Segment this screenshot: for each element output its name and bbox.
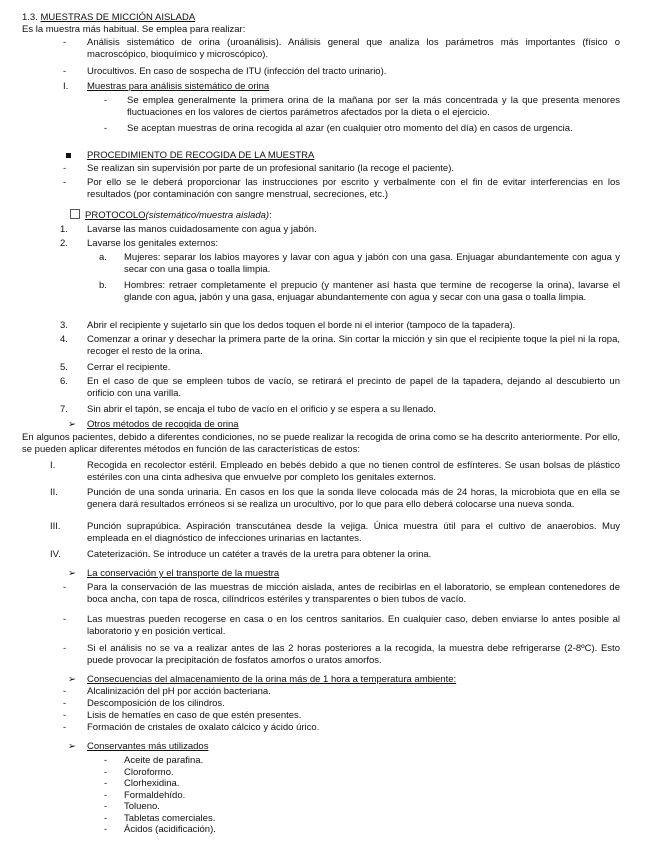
preservatives-heading: Conservantes más utilizados	[87, 741, 209, 752]
protocol-step-3: Abrir el recipiente y sujetarlo sin que los dedos toquen el borde ni el interior (tampoco de la tapadera).	[87, 320, 516, 331]
transport-item-3: Si el análisis no se va a realizar antes de las 2 horas posteriores a la recogida, la muestra debe refrigerarse (2-8ºC). Esto puede provocar la precipitación de fosfatos amorfos o uratos amorfos.	[87, 643, 620, 666]
bullet-dash: -	[63, 614, 67, 625]
protocol-heading: PROTOCOLO	[85, 210, 146, 221]
other-method-4: Cateterización. Se introduce un catéter a través de la uretra para obtener la orina.	[87, 549, 432, 560]
bullet-dash: -	[104, 812, 108, 824]
protocol-step-2: Lavarse los genitales externos:	[87, 238, 218, 249]
roman-number: III.	[50, 521, 61, 532]
preservative-item-5: Tolueno.	[124, 801, 160, 812]
section-intro: Es la muestra más habitual. Se emplea para realizar:	[22, 24, 246, 35]
protocol-heading-row	[70, 209, 620, 222]
transport-item-2: Las muestras pueden recogerse en casa o en los centros sanitarios. En cualquier caso, deben enviarse lo antes posible al laboratorio y en posición vertical.	[87, 614, 620, 637]
preservative-item-2: Cloroformo.	[124, 766, 174, 778]
section-number: 1.3.	[22, 12, 38, 23]
bullet-dash: -	[63, 582, 67, 593]
procedure-item-1: Se realizan sin supervisión por parte de un profesional sanitario (la recoge el paciente).	[87, 163, 455, 174]
bullet-dash: -	[63, 698, 67, 709]
use-item-2: Urocultivos. En caso de sospecha de ITU (infección del tracto urinario).	[87, 66, 387, 77]
bullet-dash: -	[63, 710, 67, 721]
protocol-step-4: Comenzar a orinar y desechar la primera parte de la orina. Sin cortar la micción y sin que el recipiente toque la piel ni la ropa, recoger el resto de la orina.	[87, 334, 620, 357]
consequence-item-4: Formación de cristales de oxalato cálcico y ácido úrico.	[87, 722, 320, 733]
other-methods-intro: En algunos pacientes, debido a diferentes condiciones, no se puede realizar la recogida de orina como se ha descrito anteriormente. Por ello, se pueden aplicar diferentes métodos en función de las características de estos:	[22, 432, 620, 455]
protocol-colon: :	[269, 210, 272, 221]
bullet-dash: -	[104, 789, 108, 801]
preservative-item-6: Tabletas comerciales.	[124, 812, 216, 824]
bullet-dash: -	[104, 766, 108, 778]
use-item-1: Análisis sistemático de orina (uroanálisis). Análisis general que analiza los parámetros más importantes (físico o macroscópico, bioquímico y microscópico).	[87, 37, 620, 60]
step-number: 4.	[60, 334, 68, 345]
other-method-1: Recogida en recolector estéril. Empleado en bebés debido a que no tienen control de esfínteres. Se usan bolsas de plástico estériles con una cinta adhesiva que envuelve por completo los genitales externos.	[87, 460, 620, 483]
sample-type-2: Se aceptan muestras de orina recogida al azar (en cualquier otro momento del día) en casos de urgencia.	[127, 123, 573, 134]
procedure-heading: PROCEDIMIENTO DE RECOGIDA DE LA MUESTRA	[87, 150, 315, 161]
transport-heading: La conservación y el transporte de la muestra	[87, 568, 280, 579]
protocol-step-1: Lavarse las manos cuidadosamente con agua y jabón.	[87, 224, 317, 235]
sub-marker: b.	[99, 280, 107, 291]
bullet-dash: -	[63, 37, 67, 48]
other-method-3: Punción suprapúbica. Aspiración transcutánea desde la vejiga. Única muestra útil para el cultivo de anaerobios. Muy empleada en el diagnóstico de infecciones urinarias en lactantes.	[87, 521, 620, 544]
consequence-item-1: Alcalinización del pH por acción bacteriana.	[87, 686, 271, 697]
bullet-dash: -	[63, 177, 67, 188]
step-number: 1.	[60, 224, 68, 235]
consequence-item-2: Descomposición de los cilindros.	[87, 698, 225, 709]
checkbox-icon	[70, 209, 80, 219]
list-marker: I.	[63, 81, 69, 92]
square-bullet-icon	[66, 153, 71, 158]
bullet-dash: -	[63, 643, 67, 654]
bullet-dash: -	[63, 66, 67, 77]
genitals-men: Hombres: retraer completamente el prepucio (y mantener así hasta que termine de recogerse la orina), lavarse el glande con agua, jabón y una gasa, enjuagar abundantemente con agua y secar con una gasa o toalla limpia.	[124, 280, 620, 303]
roman-number: II.	[50, 487, 58, 498]
bullet-dash: -	[104, 123, 108, 134]
bullet-dash: -	[104, 95, 108, 106]
bullet-dash: -	[104, 824, 108, 835]
step-number: 3.	[60, 320, 68, 331]
preservative-item-3: Clorhexidina.	[124, 778, 180, 789]
genitals-women: Mujeres: separar los labios mayores y lavar con agua y jabón con una gasa. Enjuagar abundantemente con agua y secar con una gasa o toalla limpia.	[124, 252, 620, 275]
other-methods-heading: Otros métodos de recogida de orina	[87, 419, 239, 430]
arrow-bullet-icon: ➢	[68, 741, 76, 752]
bullet-dash: -	[104, 801, 108, 812]
arrow-bullet-icon: ➢	[68, 674, 76, 685]
step-number: 6.	[60, 376, 68, 387]
roman-number: I.	[50, 460, 56, 471]
protocol-step-7: Sin abrir el tapón, se encaja el tubo de vacío en el orificio y se espera a su llenado.	[87, 404, 437, 415]
protocol-step-6: En el caso de que se empleen tubos de vacío, se retirará el precinto de papel de la tapadera, dejando al descubierto un orificio con una varilla.	[87, 376, 620, 399]
sub-marker: a.	[99, 252, 107, 263]
preservative-item-1: Aceite de parafina.	[124, 755, 204, 766]
bullet-dash: -	[104, 778, 108, 789]
protocol-step-5: Cerrar el recipiente.	[87, 362, 171, 373]
consequence-item-3: Lisis de hematíes en caso de que estén presentes.	[87, 710, 302, 721]
section-title	[22, 12, 622, 24]
sample-type-1: Se emplea generalmente la primera orina de la mañana por ser la más concentrada y la que presenta menores fluctuaciones en los valores de ciertos parámetros afectados por la dieta o el ejercicio.	[127, 95, 620, 118]
sample-types-heading: Muestras para análisis sistemático de orina	[87, 81, 270, 92]
bullet-dash: -	[63, 722, 67, 733]
consequences-heading: Consecuencias del almacenamiento de la orina más de 1 hora a temperatura ambiente:	[87, 674, 457, 685]
preservative-item-7: Ácidos (acidificación).	[124, 824, 216, 835]
step-number: 7.	[60, 404, 68, 415]
preservative-item-4: Formaldehído.	[124, 789, 186, 801]
protocol-subtitle: (sistemático/muestra aislada)	[145, 210, 270, 221]
transport-item-1: Para la conservación de las muestras de micción aislada, antes de recibirlas en el laboratorio, se emplean contenedores de boca ancha, con tapa de rosca, cilíndricos estériles y transparentes o bien tubos de vacío.	[87, 582, 620, 605]
arrow-bullet-icon: ➢	[68, 568, 76, 579]
arrow-bullet-icon: ➢	[68, 419, 76, 430]
step-number: 5.	[60, 362, 68, 373]
other-method-2: Punción de una sonda urinaria. En casos en los que la sonda lleve colocada más de 24 horas, la microbiota que en ella se genera dará resultados erróneos si se realiza un urocultivo, por lo que para ello deberá colocarse una nueva sonda.	[87, 487, 620, 510]
procedure-item-2: Por ello se le deberá proporcionar las instrucciones por escrito y verbalmente con el fin de evitar interferencias en los resultados (por contaminación con sangre menstrual, secreciones, etc.)	[87, 177, 620, 200]
section-title-text: MUESTRAS DE MICCIÓN AISLADA	[40, 12, 196, 23]
bullet-dash: -	[63, 686, 67, 697]
step-number: 2.	[60, 238, 68, 249]
bullet-dash: -	[104, 755, 108, 766]
roman-number: IV.	[50, 549, 61, 560]
bullet-dash: -	[63, 163, 67, 174]
